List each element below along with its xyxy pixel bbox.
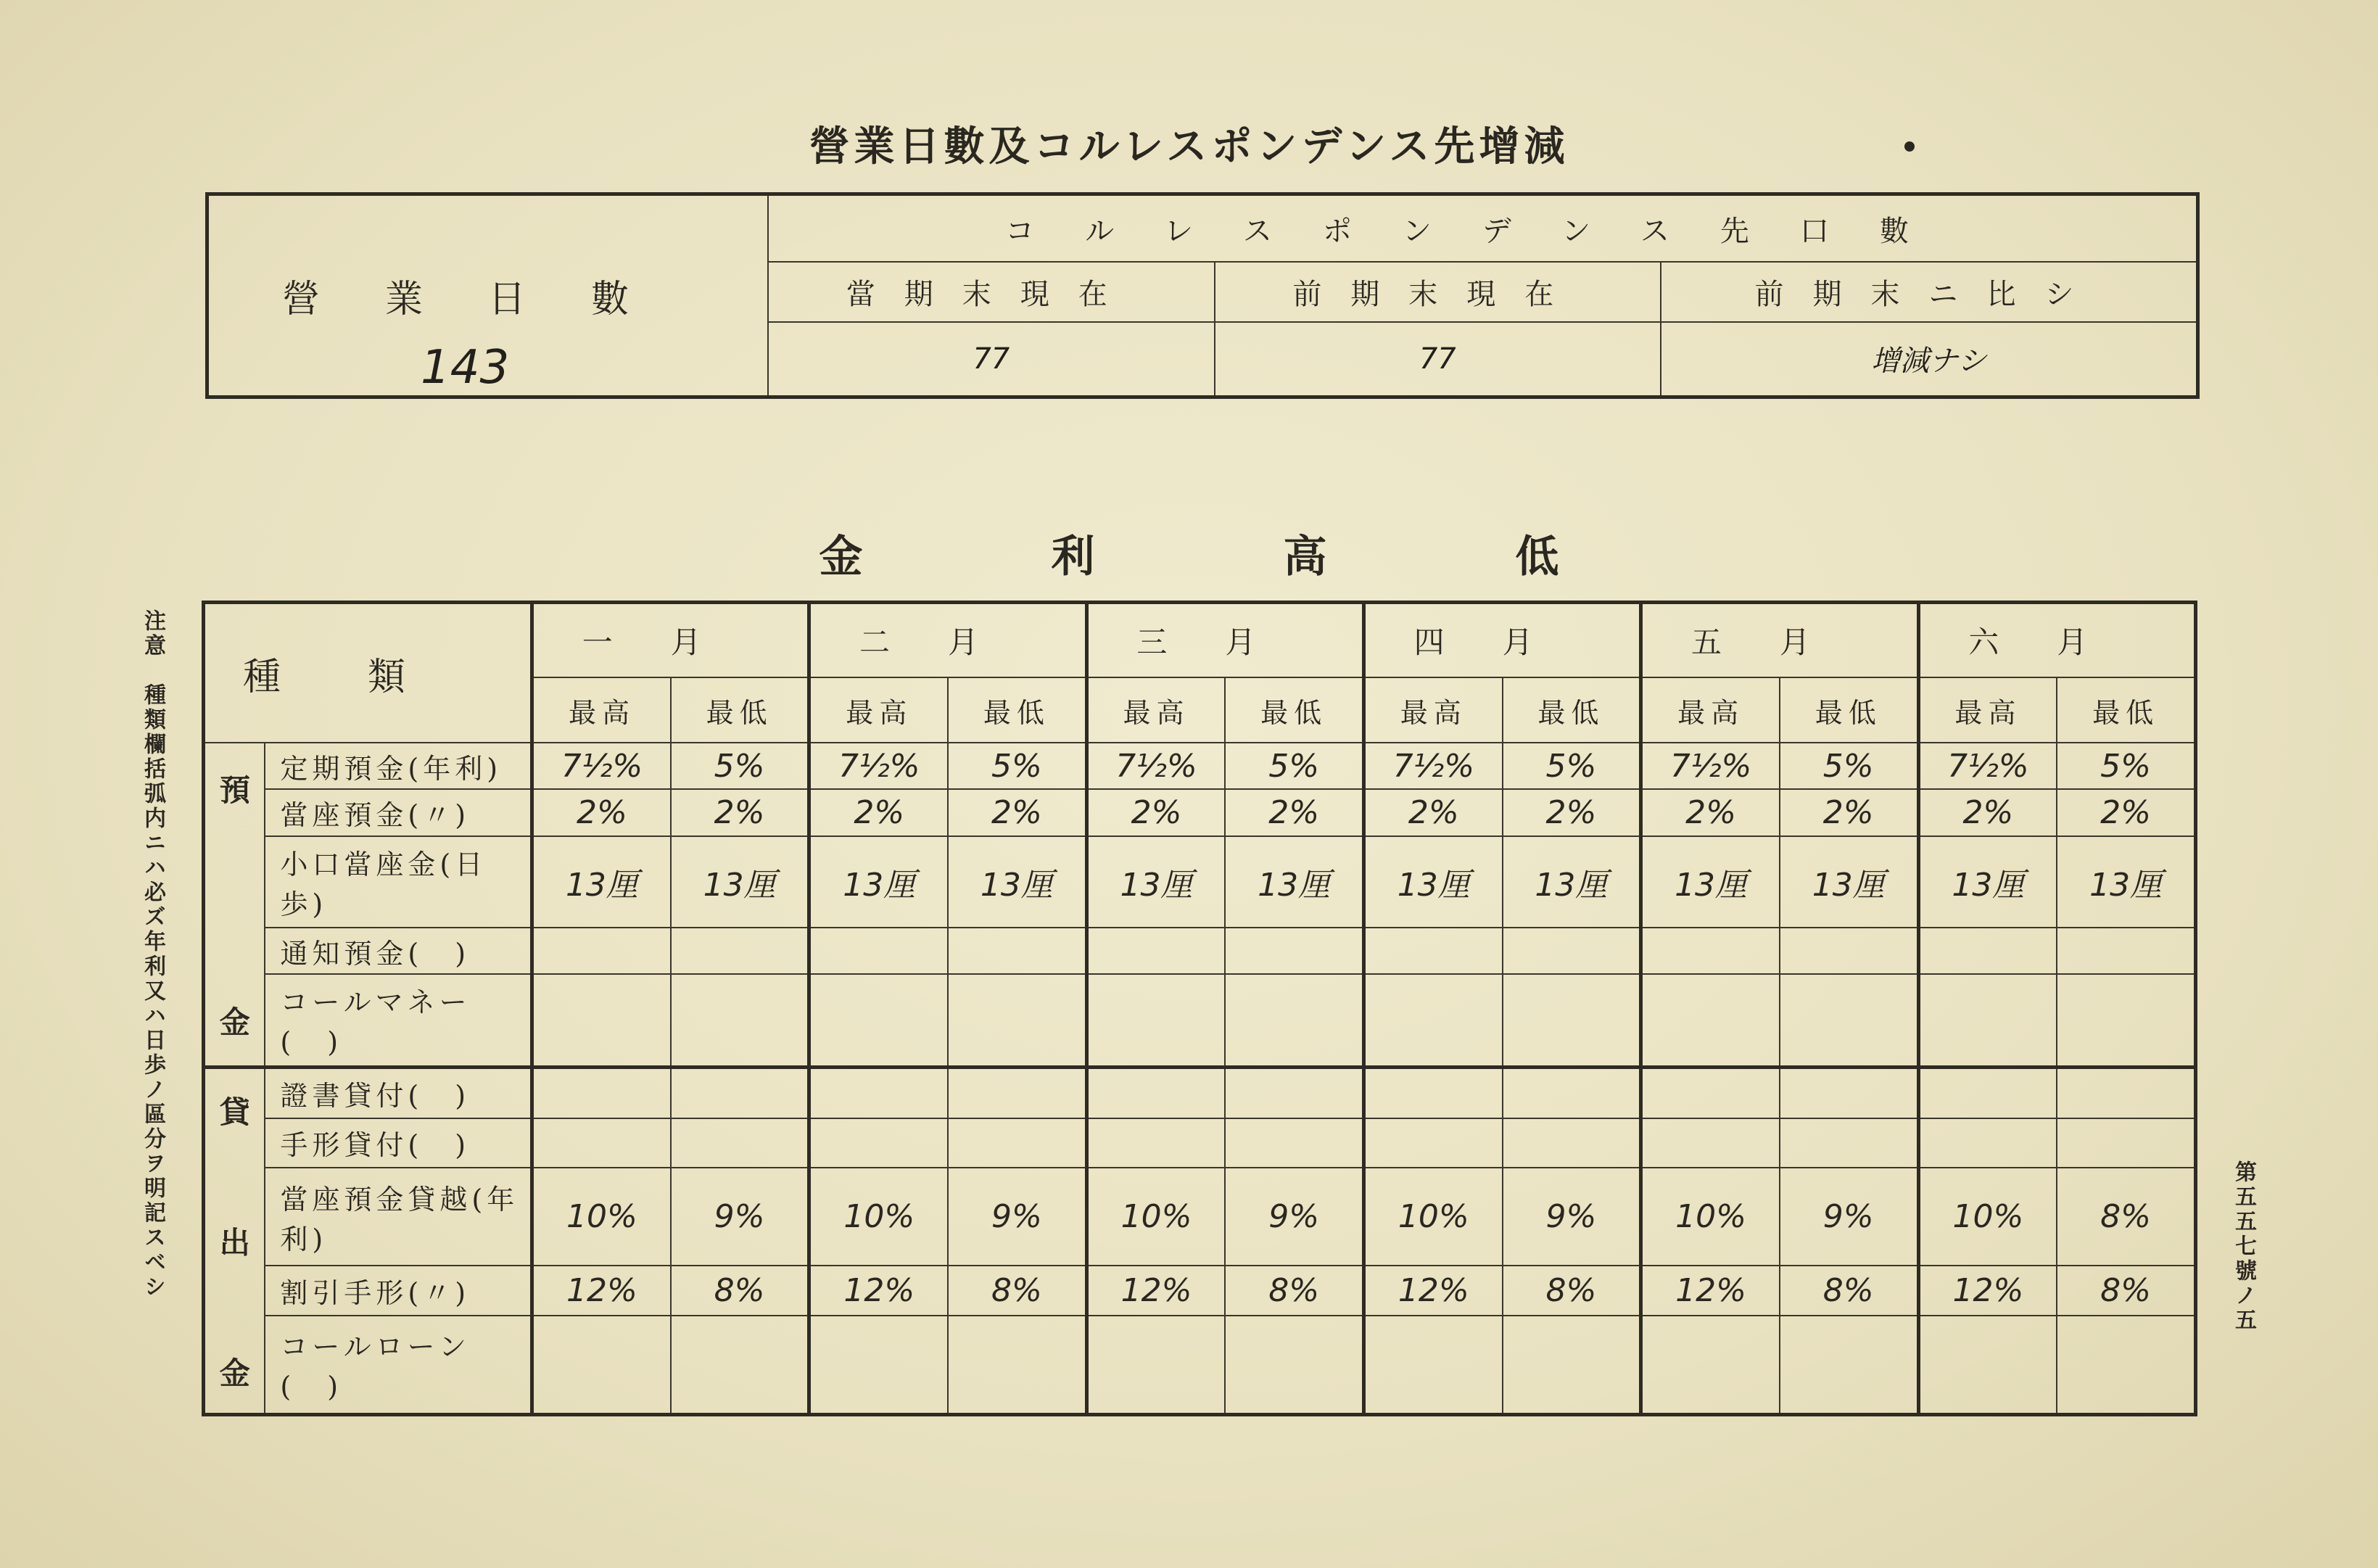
rate-value: 9% (1225, 1168, 1363, 1266)
rate-value: 13厘 (1503, 836, 1641, 928)
rate-value (2057, 974, 2195, 1067)
rate-value: 9% (1780, 1168, 1918, 1266)
previous-value: 77 (1215, 322, 1661, 397)
type-header: 種類 (204, 603, 532, 743)
rate-value: 13厘 (671, 836, 809, 928)
rate-type-label: 割引手形(〃) (265, 1266, 532, 1316)
previous-label-cell (1215, 262, 1661, 321)
rate-value: 2% (1086, 789, 1225, 835)
rate-value: 13厘 (1086, 836, 1225, 928)
rate-value: 2% (1641, 789, 1780, 835)
rate-value: 2% (1780, 789, 1918, 835)
rate-value (1086, 928, 1225, 974)
rate-value: 10% (1641, 1168, 1780, 1266)
interest-rates-table (202, 601, 2197, 1416)
rate-value: 2% (948, 789, 1086, 835)
rate-value (1503, 1118, 1641, 1168)
rate-value (809, 928, 948, 974)
category-char: 金 (219, 1004, 250, 1040)
high-label: 最高 (1086, 677, 1225, 743)
rate-value (1780, 974, 1918, 1067)
rate-value (1780, 928, 1918, 974)
rate-value (1225, 1118, 1363, 1168)
rate-value (948, 974, 1086, 1067)
rate-value: 5% (671, 743, 809, 789)
ink-dot (1904, 141, 1915, 152)
rate-value: 13厘 (809, 836, 948, 928)
rate-value (948, 1118, 1086, 1168)
rate-type-label: 當座預金貸越(年利) (265, 1168, 532, 1266)
rate-value (1503, 928, 1641, 974)
rate-value (532, 1316, 671, 1415)
rate-value (671, 974, 809, 1067)
rate-type-label: 手形貸付( ) (265, 1118, 532, 1168)
rate-value (1225, 928, 1363, 974)
rate-value: 8% (948, 1266, 1086, 1316)
rate-value: 10% (1363, 1168, 1502, 1266)
rate-value: 9% (1503, 1168, 1641, 1266)
rate-value: 10% (809, 1168, 948, 1266)
rate-type-label: コールローン( ) (265, 1316, 532, 1415)
rate-value: 7½% (1086, 743, 1225, 789)
note-text: 注意 種類欄括弧内ニハ必ズ年利又ハ日歩ノ區分ヲ明記スベシ (140, 609, 165, 1300)
rate-value (1225, 974, 1363, 1067)
rate-value: 5% (1780, 743, 1918, 789)
rate-value (1918, 974, 2057, 1067)
rate-value: 5% (1225, 743, 1363, 789)
current-label-cell (768, 262, 1215, 321)
rate-value: 13厘 (1918, 836, 2057, 928)
rate-value (671, 1118, 809, 1168)
low-label: 最低 (2057, 677, 2195, 743)
high-label: 最高 (1363, 677, 1502, 743)
form-number: 第五五七號ノ五 (2231, 1160, 2256, 1333)
business-days-value: 143 (421, 341, 510, 395)
rate-value (1086, 1067, 1225, 1118)
rate-value: 5% (1503, 743, 1641, 789)
rate-value (1363, 1118, 1502, 1168)
rate-value (1363, 1067, 1502, 1118)
rate-value (532, 928, 671, 974)
rate-value (1225, 1316, 1363, 1415)
rate-value: 10% (1086, 1168, 1225, 1266)
rate-value: 5% (948, 743, 1086, 789)
rate-value (948, 1316, 1086, 1415)
rate-value: 7½% (1918, 743, 2057, 789)
rate-value (1503, 1067, 1641, 1118)
rate-value (1363, 974, 1502, 1067)
rate-value (2057, 1067, 2195, 1118)
corr-header: コルレスポンデンス先口數 (1005, 214, 1960, 248)
low-label: 最低 (1225, 677, 1363, 743)
rate-value (1780, 1067, 1918, 1118)
rate-value (1918, 928, 2057, 974)
rate-value: 8% (1225, 1266, 1363, 1316)
rate-value: 8% (671, 1266, 809, 1316)
low-label: 最低 (671, 677, 809, 743)
rate-value (671, 1316, 809, 1415)
rate-value: 7½% (1363, 743, 1502, 789)
rate-value: 13厘 (1641, 836, 1780, 928)
rate-value: 2% (532, 789, 671, 835)
rate-value: 13厘 (1363, 836, 1502, 928)
rate-value (2057, 1118, 2195, 1168)
rate-value: 10% (532, 1168, 671, 1266)
corr-header-cell (768, 194, 2198, 263)
rate-value (1086, 1316, 1225, 1415)
rate-value: 10% (1918, 1168, 2057, 1266)
rate-value (671, 928, 809, 974)
month-header: 六月 (1918, 603, 2195, 678)
rate-value (809, 1316, 948, 1415)
rate-value (1503, 974, 1641, 1067)
rate-value: 12% (1086, 1266, 1225, 1316)
high-label: 最高 (1641, 677, 1780, 743)
current-label: 當期末現在 (846, 277, 1136, 311)
low-label: 最低 (1503, 677, 1641, 743)
month-header: 一月 (532, 603, 809, 678)
rate-value: 8% (1503, 1266, 1641, 1316)
loans-category (204, 1067, 265, 1414)
rate-value (809, 1067, 948, 1118)
low-label: 最低 (1780, 677, 1918, 743)
rate-value (1503, 1316, 1641, 1415)
rate-value (2057, 928, 2195, 974)
rate-type-label: 證書貸付( ) (265, 1067, 532, 1118)
category-char: 貸 (219, 1094, 250, 1130)
low-label: 最低 (948, 677, 1086, 743)
rate-value (532, 974, 671, 1067)
rate-type-label: コールマネー( ) (265, 974, 532, 1067)
rate-value: 5% (2057, 743, 2195, 789)
rate-value (948, 1067, 1086, 1118)
rate-value (1363, 1316, 1502, 1415)
month-header: 四月 (1363, 603, 1640, 678)
rate-value (532, 1067, 671, 1118)
rate-value (809, 974, 948, 1067)
rate-value: 8% (2057, 1168, 2195, 1266)
current-value: 77 (768, 322, 1215, 397)
rate-value: 2% (809, 789, 948, 835)
rate-value (532, 1118, 671, 1168)
rate-value: 12% (1918, 1266, 2057, 1316)
rate-value (1918, 1316, 2057, 1415)
previous-label: 前期末現在 (1292, 277, 1583, 311)
rates-title: 金利高低 (819, 532, 1748, 582)
rate-value (1225, 1067, 1363, 1118)
rate-value (2057, 1316, 2195, 1415)
rate-value: 2% (1363, 789, 1502, 835)
month-header: 三月 (1086, 603, 1363, 678)
rate-value: 12% (1641, 1266, 1780, 1316)
rate-value: 2% (671, 789, 809, 835)
category-char: 預 (219, 772, 250, 808)
rate-value (1918, 1118, 2057, 1168)
rate-value (1086, 974, 1225, 1067)
category-char: 金 (219, 1355, 250, 1391)
rate-value (1641, 974, 1780, 1067)
rate-value (671, 1067, 809, 1118)
rate-value: 2% (1225, 789, 1363, 835)
rate-type-label: 小口當座金(日歩) (265, 836, 532, 928)
deposits-category (204, 743, 265, 1067)
rate-value (1641, 1118, 1780, 1168)
comparison-value: 增減ナシ (1661, 322, 2197, 397)
business-days-label: 營業日數 (281, 278, 694, 321)
rate-value: 2% (1503, 789, 1641, 835)
rate-value: 7½% (1641, 743, 1780, 789)
rate-value (948, 928, 1086, 974)
rate-value: 2% (1918, 789, 2057, 835)
rate-value: 13厘 (948, 836, 1086, 928)
month-header: 五月 (1641, 603, 1918, 678)
rate-value: 12% (809, 1266, 948, 1316)
rate-value: 7½% (532, 743, 671, 789)
rate-value: 13厘 (2057, 836, 2195, 928)
comparison-label: 前期末ニ比シ (1754, 277, 2103, 311)
rate-type-label: 當座預金(〃) (265, 789, 532, 835)
rate-value (1363, 928, 1502, 974)
rate-value (1641, 928, 1780, 974)
high-label: 最高 (809, 677, 948, 743)
rate-value: 12% (1363, 1266, 1502, 1316)
high-label: 最高 (532, 677, 671, 743)
rate-value: 13厘 (532, 836, 671, 928)
page-title: 營業日數及コルレスポンデンス先增減 (809, 123, 1569, 170)
rate-value (1641, 1316, 1780, 1415)
rate-value: 13厘 (1225, 836, 1363, 928)
rate-type-label: 定期預金(年利) (265, 743, 532, 789)
rate-value (1780, 1118, 1918, 1168)
high-label: 最高 (1918, 677, 2057, 743)
month-header: 二月 (809, 603, 1086, 678)
rate-value (1918, 1067, 2057, 1118)
comparison-label-cell (1661, 262, 2197, 321)
rate-value: 9% (671, 1168, 809, 1266)
rate-value: 8% (1780, 1266, 1918, 1316)
rate-value: 2% (2057, 789, 2195, 835)
category-char: 出 (219, 1224, 250, 1260)
rate-value: 12% (532, 1266, 671, 1316)
rate-value (809, 1118, 948, 1168)
rate-value: 8% (2057, 1266, 2195, 1316)
rate-value: 13厘 (1780, 836, 1918, 928)
rate-value (1641, 1067, 1780, 1118)
rate-type-label: 通知預金( ) (265, 928, 532, 974)
rate-value: 7½% (809, 743, 948, 789)
rate-value (1086, 1118, 1225, 1168)
rate-value (1780, 1316, 1918, 1415)
rate-value: 9% (948, 1168, 1086, 1266)
